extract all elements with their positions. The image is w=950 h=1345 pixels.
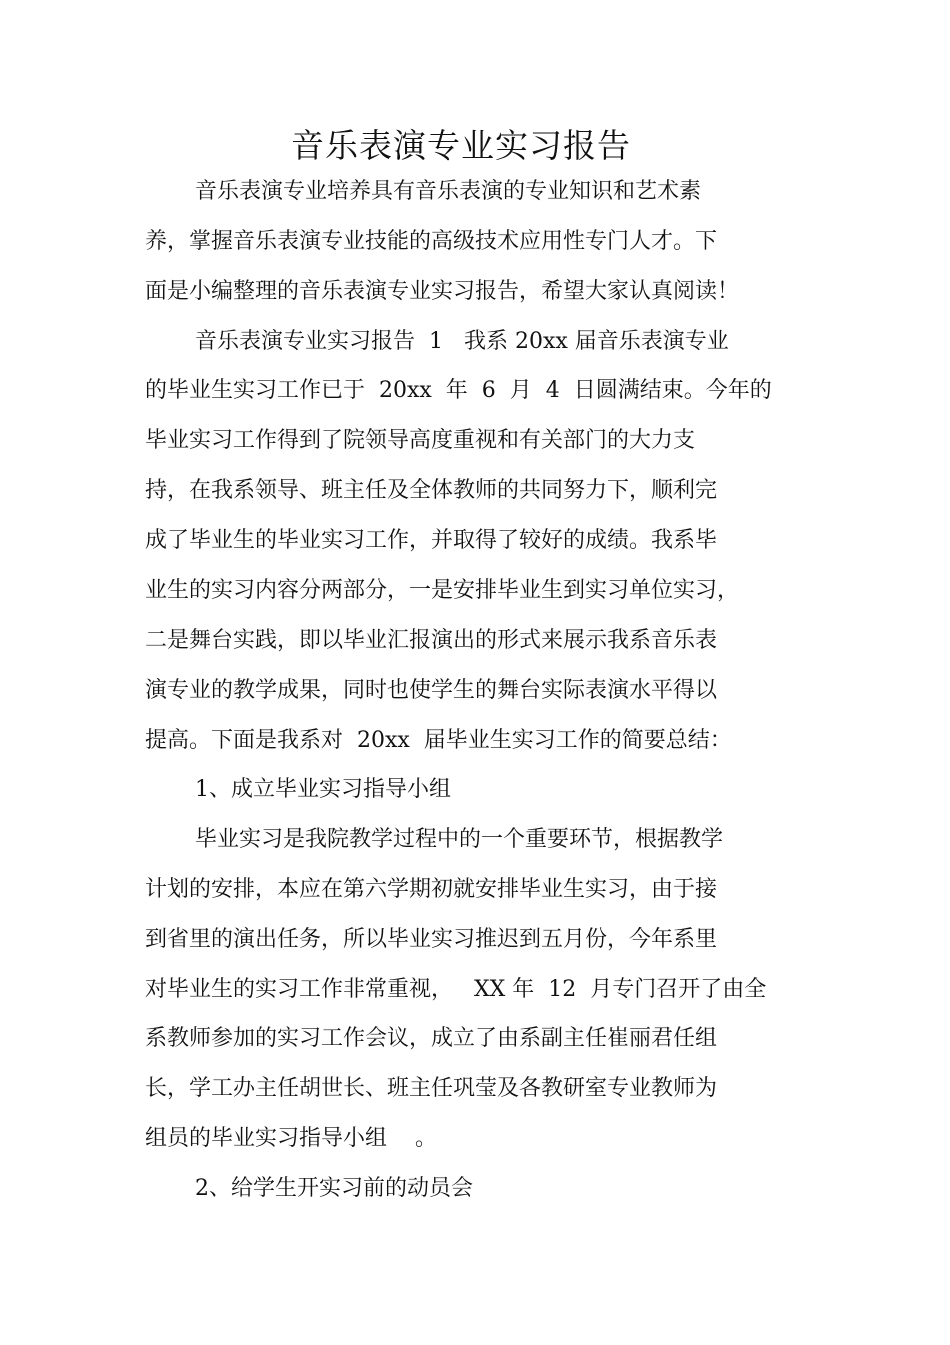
paragraph-line: 对毕业生的实习工作非常重视， XX 年 12 月专门召开了由全 xyxy=(145,977,767,1002)
paragraph-line: 毕业实习是我院教学过程中的一个重要环节，根据教学 xyxy=(195,827,724,852)
paragraph-line: 的毕业生实习工作已于 20xx 年 6 月 4 日圆满结束。今年的 xyxy=(145,378,772,403)
paragraph-line: 音乐表演专业培养具有音乐表演的专业知识和艺术素 xyxy=(195,179,702,204)
paragraph-line: 持，在我系领导、班主任及全体教师的共同努力下，顺利完 xyxy=(145,478,718,503)
section-heading: 2、给学生开实习前的动员会 xyxy=(195,1176,473,1201)
paragraph-line: 长，学工办主任胡世长、班主任巩莹及各教研室专业教师为 xyxy=(145,1076,718,1101)
paragraph-line: 业生的实习内容分两部分，一是安排毕业生到实习单位实习， xyxy=(145,578,740,603)
paragraph-line: 二是舞台实践，即以毕业汇报演出的形式来展示我系音乐表 xyxy=(145,628,718,653)
section-heading: 1、成立毕业实习指导小组 xyxy=(195,777,451,802)
paragraph-line: 提高。下面是我系对 20xx 届毕业生实习工作的简要总结： xyxy=(145,728,732,753)
paragraph-line: 到省里的演出任务，所以毕业实习推迟到五月份，今年系里 xyxy=(145,927,718,952)
paragraph-line: 组员的毕业实习指导小组 。 xyxy=(145,1126,437,1151)
paragraph-line: 音乐表演专业实习报告 1 我系 20xx 届音乐表演专业 xyxy=(195,329,729,354)
paragraph-line: 面是小编整理的音乐表演专业实习报告，希望大家认真阅读！ xyxy=(145,279,740,304)
paragraph-line: 系教师参加的实习工作会议，成立了由系副主任崔丽君任组 xyxy=(145,1026,718,1051)
paragraph-line: 毕业实习工作得到了院领导高度重视和有关部门的大力支 xyxy=(145,428,696,453)
document-title: 音乐表演专业实习报告 xyxy=(291,126,631,165)
paragraph-line: 演专业的教学成果，同时也使学生的舞台实际表演水平得以 xyxy=(145,678,718,703)
paragraph-line: 养，掌握音乐表演专业技能的高级技术应用性专门人才。下 xyxy=(145,229,718,254)
paragraph-line: 计划的安排，本应在第六学期初就安排毕业生实习，由于接 xyxy=(145,877,718,902)
paragraph-line: 成了毕业生的毕业实习工作，并取得了较好的成绩。我系毕 xyxy=(145,528,718,553)
